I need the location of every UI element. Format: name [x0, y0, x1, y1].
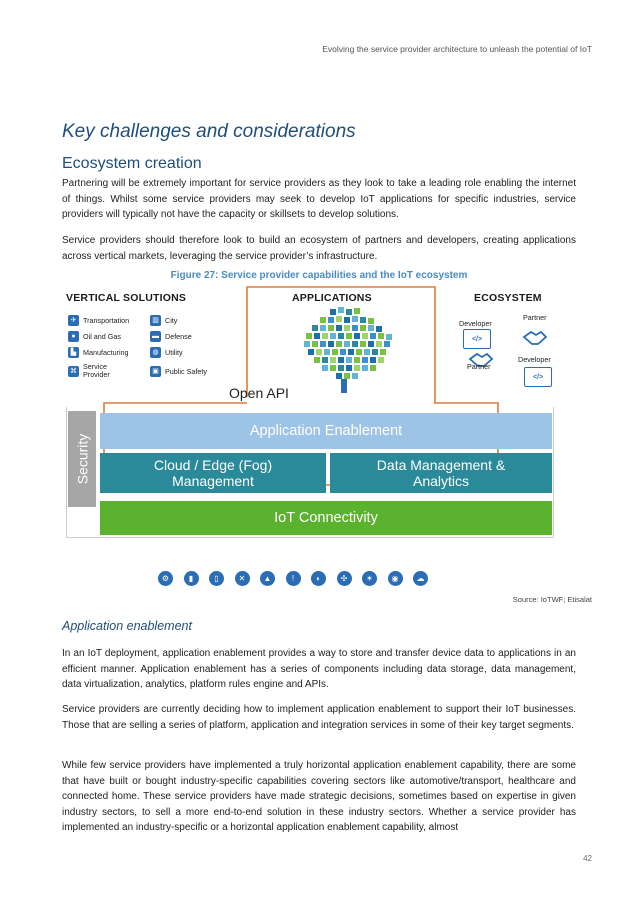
shopping-bag-icon: ▮ — [184, 571, 199, 586]
figure-caption: Figure 27: Service provider capabilities and the IoT ecosystem — [170, 270, 468, 281]
vertical-item-label: Defense — [165, 332, 192, 341]
iot-connectivity-layer: IoT Connectivity — [100, 501, 552, 535]
plane-icon: ✈ — [68, 315, 79, 326]
section-title: Key challenges and considerations — [62, 121, 356, 142]
star-icon: ✶ — [362, 571, 377, 586]
vertical-item-label: Service Provider — [83, 362, 110, 379]
paragraph: In an IoT deployment, application enablement provides a way to store and transfer device data to applications in an efficient manner. Application enablement has a series of components including data storage, data management, data virtualization, analytics, platform rules engine and APIs. — [62, 648, 576, 691]
network-icon: ⌘ — [70, 367, 77, 375]
data-management-layer: Data Management & Analytics — [330, 453, 552, 493]
paragraph: Service providers should therefore look to build an ecosystem of partners and developers, creating applications across vertical markets, leveraging the service provider’s infrastructure. — [62, 235, 576, 262]
satellite-dish-icon: ◐ — [311, 571, 326, 586]
code-icon: </> — [463, 329, 491, 349]
vertical-item-label: Utility — [165, 348, 183, 357]
open-api-label: Open API — [229, 385, 289, 401]
section-subtitle: Ecosystem creation — [62, 155, 202, 172]
car-icon: ▣ — [150, 366, 161, 377]
paragraph: While few service providers have implemented a truly horizontal application enablement capability, there are some that have built or bought industry-specific capabilities covering sectors like automotive/transport, healthcare and connected home. These service providers have made strategic decisions, sometimes based on expertise in given industry sectors, to sell a more end-to-end solution in these industry sectors. Whether a service provider has implemented an industry-specific or a horizontal application enablement capability, almost — [62, 760, 576, 834]
vertical-item-label: City — [165, 316, 178, 325]
satellite-icon: ✕ — [235, 571, 250, 586]
applications-cloud-graphic — [300, 305, 396, 393]
vertical-item-label: Public Safety — [165, 366, 207, 376]
ecosystem-title: ECOSYSTEM — [474, 292, 542, 304]
developer-label: Developer — [518, 355, 551, 364]
paragraph: Service providers are currently deciding how to implement application enablement to support their IoT businesses. Those that are selling a series of platform, application and integration services in some of their key target segments. — [62, 704, 576, 731]
security-label: Security — [74, 433, 91, 485]
factory-icon: ▙ — [68, 347, 79, 358]
paragraph: Partnering will be extremely important for service providers as they look to take a leading role enabling the internet of things. Whilst some service providers may seek to develop IoT applications for specific industries, service providers will typically not have the capacity or skillsets to develop solutions. — [62, 178, 576, 221]
handshake-icon — [522, 325, 548, 347]
antenna-icon: ▲ — [260, 571, 275, 586]
bulb-icon: ◍ — [150, 347, 161, 358]
location-pin-icon: ◉ — [388, 571, 403, 586]
vertical-item-label: Manufacturing — [83, 348, 129, 357]
cloud-edge-layer: Cloud / Edge (Fog) Management — [100, 453, 326, 493]
running-header: Evolving the service provider architecture to unleash the potential of IoT — [322, 44, 592, 54]
code-icon: </> — [524, 367, 552, 387]
drone-icon: ✣ — [337, 571, 352, 586]
building-icon: ▥ — [150, 315, 161, 326]
figure-ecosystem-diagram — [62, 285, 576, 547]
cloud-icon: ☁ — [413, 571, 428, 586]
page-number: 42 — [583, 854, 592, 863]
partner-label: Partner — [523, 313, 547, 322]
phone-icon: ▯ — [209, 571, 224, 586]
security-bar — [68, 411, 96, 507]
developer-label: Developer — [459, 319, 492, 328]
device-icons-row — [158, 571, 428, 586]
application-enablement-layer: Application Enablement — [100, 413, 552, 449]
vertical-item-label: Transportation — [83, 316, 130, 325]
vertical-solutions-title: VERTICAL SOLUTIONS — [66, 292, 187, 304]
subsection-title: Application enablement — [62, 619, 192, 633]
figure-source: Source: IoTWF; Etisalat — [512, 595, 592, 604]
robot-arm-icon: ⚙ — [158, 571, 173, 586]
thermometer-icon: ! — [286, 571, 301, 586]
partner-label: Partner — [467, 362, 491, 371]
tank-icon: ▬ — [152, 333, 159, 340]
drop-icon: ● — [68, 331, 79, 342]
vertical-item-label: Oil and Gas — [83, 332, 121, 341]
applications-title: APPLICATIONS — [292, 292, 372, 304]
